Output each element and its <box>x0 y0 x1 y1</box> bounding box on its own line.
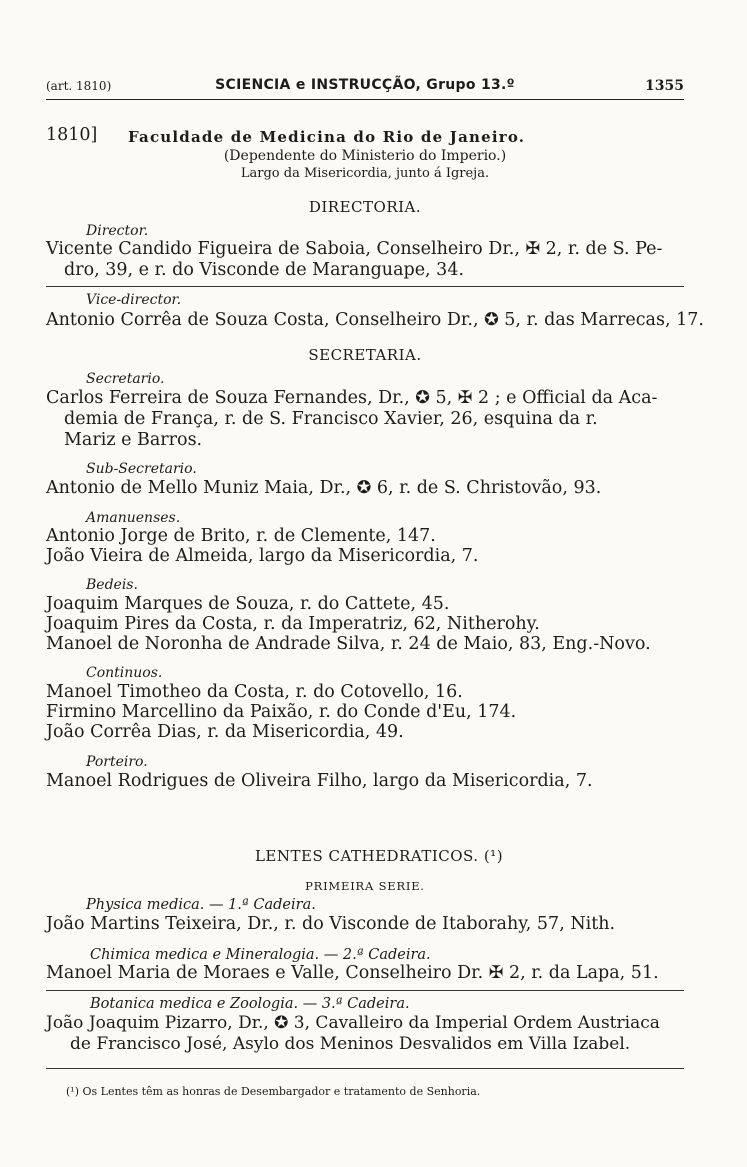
entry-amanuense-1: Antonio Jorge de Brito, r. de Clemente, 147. <box>46 526 436 546</box>
entry-continuo-2: Firmino Marcellino da Paixão, r. do Conde d'Eu, 174. <box>46 702 517 722</box>
role-secretario: Secretario. <box>86 371 165 387</box>
chair-1-professor: João Martins Teixeira, Dr., r. do Visconde de Itaborahy, 57, Nith. <box>46 914 616 934</box>
entry-bedel-1: Joaquim Marques de Souza, r. do Cattete, 45. <box>46 594 450 614</box>
role-amanuenses: Amanuenses. <box>86 510 181 526</box>
section-heading-secretaria: SECRETARIA. <box>308 346 422 364</box>
running-header <box>46 79 684 100</box>
entry-amanuense-2: João Vieira de Almeida, largo da Misericordia, 7. <box>46 546 479 566</box>
article-number: 1810] <box>46 125 98 145</box>
section-heading-directoria: DIRECTORIA. <box>308 198 422 216</box>
entry-porteiro: Manoel Rodrigues de Oliveira Filho, largo da Misericordia, 7. <box>46 771 593 791</box>
entry-vice-director: Antonio Corrêa de Souza Costa, Conselheiro Dr., ✪ 5, r. das Marrecas, 17. <box>46 310 704 330</box>
institution-dependency: (Dependente do Ministerio do Imperio.) <box>223 148 507 164</box>
role-porteiro: Porteiro. <box>86 754 148 770</box>
entry-secretario-line3: Mariz e Barros. <box>64 430 203 450</box>
section-heading-lentes: LENTES CATHEDRATICOS. (¹) <box>254 847 504 865</box>
chair-3-professor-line1: João Joaquim Pizarro, Dr., ✪ 3, Cavalleiro da Imperial Ordem Austriaca <box>46 1013 660 1033</box>
chair-3-professor-line2: de Francisco José, Asylo dos Meninos Desvalidos em Villa Izabel. <box>70 1034 631 1054</box>
entry-secretario-line2: demia de França, r. de S. Francisco Xavier, 26, esquina da r. <box>64 409 598 429</box>
page-number: 1355 <box>645 78 684 94</box>
chair-3-subject: Botanica medica e Zoologia. — 3.ª Cadeira. <box>90 996 410 1012</box>
footnote-rule <box>46 1068 684 1069</box>
entry-director-line1: Vicente Candido Figueira de Saboia, Conselheiro Dr., ✠ 2, r. de S. Pe- <box>46 239 663 259</box>
role-director: Director. <box>86 223 149 239</box>
chair-2-subject: Chimica medica e Mineralogia. — 2.ª Cadeira. <box>90 947 431 963</box>
header-title: SCIENCIA e INSTRUCÇÃO, Grupo 13.º <box>215 77 515 93</box>
divider <box>46 990 684 991</box>
entry-bedel-3: Manoel de Noronha de Andrade Silva, r. 24 de Maio, 83, Eng.-Novo. <box>46 634 651 654</box>
entry-director-line2: dro, 39, e r. do Visconde de Maranguape, 34. <box>64 260 465 280</box>
entry-bedel-2: Joaquim Pires da Costa, r. da Imperatriz, 62, Nitherohy. <box>46 614 540 634</box>
role-sub-secretario: Sub-Secretario. <box>86 461 197 477</box>
role-continuos: Continuos. <box>86 665 163 681</box>
chair-1-subject: Physica medica. — 1.ª Cadeira. <box>86 897 316 913</box>
chair-2-professor: Manoel Maria de Moraes e Valle, Conselheiro Dr. ✠ 2, r. da Lapa, 51. <box>46 963 659 983</box>
entry-continuo-3: João Corrêa Dias, r. da Misericordia, 49. <box>46 722 404 742</box>
header-article-ref: (art. 1810) <box>46 79 112 93</box>
role-bedeis: Bedeis. <box>86 577 138 593</box>
institution-address: Largo da Misericordia, junto á Igreja. <box>240 166 490 181</box>
entry-sub-secretario: Antonio de Mello Muniz Maia, Dr., ✪ 6, r. de S. Christovão, 93. <box>46 478 602 498</box>
divider <box>46 286 684 287</box>
institution-title: Faculdade de Medicina do Rio de Janeiro. <box>128 128 526 146</box>
footnote: (¹) Os Lentes têm as honras de Desembargador e tratamento de Senhoria. <box>66 1085 481 1098</box>
role-vice-director: Vice-director. <box>86 292 182 308</box>
entry-continuo-1: Manoel Timotheo da Costa, r. do Cotovello, 16. <box>46 682 463 702</box>
series-heading: PRIMEIRA SERIE. <box>305 879 425 893</box>
entry-secretario-line1: Carlos Ferreira de Souza Fernandes, Dr., ✪ 5, ✠ 2 ; e Official da Aca- <box>46 388 658 408</box>
